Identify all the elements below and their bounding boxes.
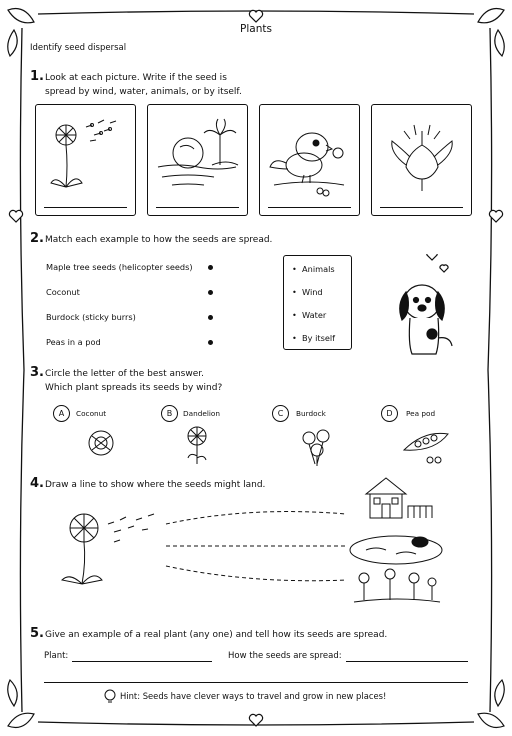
seed-pod-icon	[372, 105, 471, 215]
q1-card-bird	[259, 104, 360, 216]
q3-text-line2: Which plant spreads its seeds by wind?	[45, 383, 223, 393]
page-subtitle: Identify seed dispersal	[30, 43, 127, 53]
q3-choice-a-circle[interactable]: A	[53, 405, 70, 422]
q2-option-3[interactable]: • Water	[292, 310, 327, 320]
q3-choice-c-label: Burdock	[296, 409, 326, 418]
q1-answer-line-1[interactable]	[44, 207, 127, 208]
q3-choice-c-circle[interactable]: C	[272, 405, 289, 422]
q2-option-2-label: Wind	[302, 287, 323, 297]
q4-number: 4.	[30, 476, 44, 491]
q5-number: 5.	[30, 626, 44, 641]
q2-option-4-label: By itself	[302, 333, 336, 343]
coconut-icon	[84, 426, 118, 460]
q1-number: 1.	[30, 69, 44, 84]
q2-example-4: Peas in a pod	[46, 337, 101, 347]
dandelion-icon	[36, 105, 135, 215]
q5-plant-answer-line[interactable]	[72, 661, 212, 662]
bird-icon	[260, 105, 359, 215]
puppy-icon	[392, 254, 462, 364]
q1-text-line1: Look at each picture. Write if the seed is	[45, 73, 227, 83]
dandelion-blowing-icon	[44, 498, 174, 594]
q1-answer-line-3[interactable]	[268, 207, 351, 208]
q1-card-seedpod	[371, 104, 472, 216]
q5-extra-answer-line[interactable]	[44, 682, 468, 683]
q1-answer-line-4[interactable]	[380, 207, 463, 208]
q2-option-1-label: Animals	[302, 264, 335, 274]
q1-text-line2: spread by wind, water, animals, or by itself.	[45, 87, 242, 97]
q3-number: 3.	[30, 365, 44, 380]
connect-guides	[160, 500, 360, 600]
house-icon[interactable]	[352, 472, 436, 522]
q2-options-box	[283, 255, 352, 350]
q5-plant-label: Plant:	[44, 651, 69, 661]
q2-option-2[interactable]: • Wind	[292, 287, 323, 297]
q2-example-2: Coconut	[46, 287, 80, 297]
coconut-icon	[148, 105, 247, 215]
q2-example-2-dot[interactable]	[208, 290, 213, 295]
hint-text: Hint: Seeds have clever ways to travel and grow in new places!	[120, 691, 387, 701]
q5-spread-label: How the seeds are spread:	[228, 651, 342, 661]
page-title: Plants	[240, 23, 272, 35]
burdock-icon	[297, 428, 337, 468]
dandelion-icon	[180, 424, 214, 466]
q2-example-3-dot[interactable]	[208, 315, 213, 320]
q3-choice-d-label: Pea pod	[406, 409, 436, 418]
q2-option-1[interactable]: • Animals	[292, 264, 335, 274]
q3-choice-a-label: Coconut	[76, 409, 107, 418]
q2-example-3: Burdock (sticky burrs)	[46, 312, 136, 322]
q3-choice-d-circle[interactable]: D	[381, 405, 398, 422]
q5-text: Give an example of a real plant (any one) and tell how its seeds are spread.	[45, 630, 388, 640]
q2-option-4[interactable]: • By itself	[292, 333, 336, 343]
q2-example-4-dot[interactable]	[208, 340, 213, 345]
q3-choice-b-circle[interactable]: B	[161, 405, 178, 422]
q5-spread-answer-line[interactable]	[346, 661, 468, 662]
q2-text: Match each example to how the seeds are spread.	[45, 235, 273, 245]
q4-text: Draw a line to show where the seeds might land.	[45, 480, 266, 490]
pea-pod-icon	[400, 426, 452, 466]
q2-option-3-label: Water	[302, 310, 327, 320]
lightbulb-icon	[102, 688, 118, 704]
q2-number: 2.	[30, 231, 44, 246]
q3-text-line1: Circle the letter of the best answer.	[45, 369, 204, 379]
q2-example-1: Maple tree seeds (helicopter seeds)	[46, 262, 193, 272]
flower-garden-icon[interactable]	[350, 568, 444, 608]
pond-icon[interactable]	[346, 528, 446, 568]
q2-example-1-dot[interactable]	[208, 265, 213, 270]
q1-answer-line-2[interactable]	[156, 207, 239, 208]
q1-card-coconut	[147, 104, 248, 216]
q1-card-dandelion	[35, 104, 136, 216]
q3-choice-b-label: Dandelion	[183, 409, 220, 418]
